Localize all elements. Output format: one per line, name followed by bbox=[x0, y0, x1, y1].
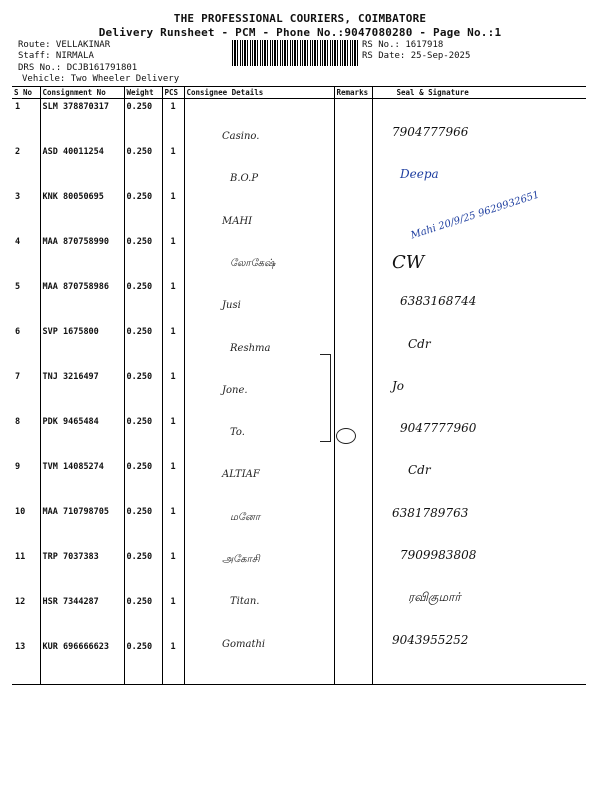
consignee-name-handwritten: Jusi bbox=[222, 300, 241, 312]
cell-remarks bbox=[334, 504, 372, 549]
cell-weight: 0.250 bbox=[124, 549, 162, 594]
signature-handwritten: 6383168744 bbox=[400, 294, 477, 309]
rs-date: RS Date: 25-Sep-2025 bbox=[362, 51, 471, 61]
cell-sno: 13 bbox=[12, 639, 40, 685]
cell-weight: 0.250 bbox=[124, 234, 162, 279]
stamp-mark bbox=[336, 428, 356, 444]
cell-signature bbox=[372, 459, 586, 504]
cell-consignment-no: HSR 7344287 bbox=[40, 594, 124, 639]
cell-sno: 4 bbox=[15, 237, 21, 247]
col-header-pcs: PCS bbox=[162, 87, 184, 99]
col-header-signature: Seal & Signature bbox=[372, 87, 586, 99]
cell-pcs: 1 bbox=[162, 594, 184, 639]
table-row bbox=[12, 459, 586, 504]
cell-consignment-no: SLM 378870317 bbox=[40, 99, 124, 145]
consignee-name-handwritten: ALTIAF bbox=[222, 469, 260, 481]
cell-sno: 11 bbox=[15, 552, 26, 562]
consignee-name-handwritten: Reshma bbox=[230, 342, 271, 354]
cell-consignment-no: MAA 870758990 bbox=[40, 234, 124, 279]
cell-pcs: 1 bbox=[162, 144, 184, 189]
cell-sno: 1 bbox=[15, 102, 21, 112]
cell-weight: 0.250 bbox=[124, 459, 162, 504]
cell-consignment-no: PDK 9465484 bbox=[40, 414, 124, 459]
consignee-name-handwritten: Casino. bbox=[222, 131, 260, 142]
table-row bbox=[12, 324, 586, 369]
cell-sno: 6 bbox=[15, 327, 21, 337]
col-header-consignment: Consignment No bbox=[40, 87, 124, 99]
cell-signature bbox=[372, 369, 586, 414]
col-header-consignee: Consignee Details bbox=[184, 87, 334, 99]
signature-handwritten: ரவிகுமார் bbox=[408, 590, 461, 605]
cell-weight: 0.250 bbox=[124, 324, 162, 369]
cell-pcs: 1 bbox=[162, 369, 184, 414]
cell-pcs: 1 bbox=[162, 459, 184, 504]
cell-pcs: 1 bbox=[162, 234, 184, 279]
cell-signature bbox=[372, 324, 586, 369]
cell-remarks bbox=[334, 369, 372, 414]
cell-remarks bbox=[334, 324, 372, 369]
signature-handwritten: Deepa bbox=[400, 167, 439, 182]
cell-consignee bbox=[184, 234, 334, 279]
cell-sno: 7 bbox=[15, 372, 21, 382]
table-row bbox=[12, 369, 586, 414]
col-header-remarks: Remarks bbox=[334, 87, 372, 99]
signature-handwritten: 7909983808 bbox=[400, 548, 477, 562]
cell-remarks bbox=[334, 144, 372, 189]
consignee-name-handwritten: To. bbox=[230, 427, 245, 439]
cell-pcs: 1 bbox=[162, 99, 184, 145]
cell-consignment-no: TVM 14085274 bbox=[40, 459, 124, 504]
signature-handwritten: Cdr bbox=[408, 336, 431, 351]
cell-weight: 0.250 bbox=[124, 414, 162, 459]
cell-consignment-no: SVP 1675800 bbox=[40, 324, 124, 369]
table-row bbox=[12, 594, 586, 639]
cell-remarks bbox=[334, 639, 372, 685]
cell-remarks bbox=[334, 99, 372, 145]
cell-sno: 9 bbox=[15, 462, 21, 472]
col-header-weight: Weight bbox=[124, 87, 162, 99]
cell-consignment-no: KNK 80050695 bbox=[40, 189, 124, 234]
handwritten-bracket bbox=[320, 354, 331, 442]
cell-consignee bbox=[184, 414, 334, 459]
cell-remarks bbox=[334, 594, 372, 639]
consignee-name-handwritten: Jone. bbox=[222, 384, 248, 396]
signature-handwritten: Cdr bbox=[408, 463, 431, 478]
cell-remarks bbox=[334, 234, 372, 279]
signature-handwritten: CW bbox=[392, 251, 425, 273]
cell-weight: 0.250 bbox=[124, 594, 162, 639]
rs-number: RS No.: 1617918 bbox=[362, 40, 444, 50]
cell-consignee bbox=[184, 369, 334, 414]
cell-pcs: 1 bbox=[162, 324, 184, 369]
cell-pcs: 1 bbox=[162, 279, 184, 324]
runsheet-table bbox=[12, 86, 586, 685]
cell-pcs: 1 bbox=[162, 414, 184, 459]
table-row bbox=[12, 549, 586, 594]
cell-weight: 0.250 bbox=[124, 99, 162, 145]
table-header-row bbox=[12, 87, 586, 99]
table-row bbox=[12, 504, 586, 549]
consignee-name-handwritten: MAHI bbox=[222, 215, 253, 227]
cell-sno: 3 bbox=[15, 192, 21, 202]
cell-consignee bbox=[184, 189, 334, 234]
vehicle-label: Vehicle: Two Wheeler Delivery bbox=[22, 74, 180, 84]
cell-weight: 0.250 bbox=[124, 639, 162, 685]
cell-consignment-no: TNJ 3216497 bbox=[40, 369, 124, 414]
consignee-name-handwritten: மனோ bbox=[230, 511, 261, 523]
route-label: Route: VELLAKINAR bbox=[18, 40, 111, 50]
drs-number: DRS No.: DCJB161791801 bbox=[18, 63, 138, 73]
cell-remarks bbox=[334, 189, 372, 234]
table-row bbox=[12, 639, 586, 685]
cell-pcs: 1 bbox=[162, 504, 184, 549]
cell-weight: 0.250 bbox=[124, 144, 162, 189]
barcode-image bbox=[232, 40, 358, 66]
cell-pcs: 1 bbox=[162, 639, 184, 685]
cell-consignment-no: ASD 40011254 bbox=[40, 144, 124, 189]
cell-weight: 0.250 bbox=[124, 279, 162, 324]
cell-consignee bbox=[184, 279, 334, 324]
cell-consignment-no: TRP 7037383 bbox=[40, 549, 124, 594]
consignee-name-handwritten: லோகேஷ் bbox=[230, 257, 276, 269]
consignee-name-handwritten: Gomathi bbox=[222, 638, 266, 650]
cell-weight: 0.250 bbox=[124, 369, 162, 414]
consignee-name-handwritten: அகோசி bbox=[222, 554, 260, 565]
cell-remarks bbox=[334, 549, 372, 594]
cell-sno: 10 bbox=[15, 507, 26, 517]
cell-weight: 0.250 bbox=[124, 504, 162, 549]
cell-sno: 5 bbox=[15, 282, 21, 292]
cell-consignee bbox=[184, 144, 334, 189]
table-row bbox=[12, 144, 586, 189]
cell-pcs: 1 bbox=[162, 189, 184, 234]
table-row bbox=[12, 234, 586, 279]
table-row bbox=[12, 279, 586, 324]
col-header-sno: S No bbox=[12, 87, 40, 99]
table-row bbox=[12, 99, 586, 145]
cell-remarks bbox=[334, 459, 372, 504]
cell-remarks bbox=[334, 279, 372, 324]
cell-consignment-no: MAA 710798705 bbox=[40, 504, 124, 549]
staff-label: Staff: NIRMALA bbox=[18, 51, 94, 61]
consignee-name-handwritten: Titan. bbox=[230, 596, 260, 608]
cell-weight: 0.250 bbox=[124, 189, 162, 234]
company-title: THE PROFESSIONAL COURIERS, COIMBATORE bbox=[173, 12, 427, 25]
cell-sno: 12 bbox=[15, 597, 26, 607]
cell-consignment-no: KUR 696666623 bbox=[40, 639, 124, 685]
table-row bbox=[12, 414, 586, 459]
cell-pcs: 1 bbox=[162, 549, 184, 594]
cell-sno: 2 bbox=[15, 147, 21, 157]
signature-handwritten: 9043955252 bbox=[392, 632, 469, 647]
cell-consignee bbox=[184, 459, 334, 504]
cell-consignment-no: MAA 870758986 bbox=[40, 279, 124, 324]
signature-handwritten: 6381789763 bbox=[392, 505, 469, 520]
signature-handwritten: Jo bbox=[392, 378, 405, 393]
signature-handwritten: 9047777960 bbox=[400, 421, 477, 436]
signature-handwritten: Mahi 20/9/25 9629932651 bbox=[409, 189, 541, 242]
signature-handwritten: 7904777966 bbox=[392, 125, 469, 139]
runsheet-subtitle: Delivery Runsheet - PCM - Phone No.:9047080280 - Page No.:1 bbox=[98, 26, 502, 39]
cell-sno: 8 bbox=[15, 417, 21, 427]
consignee-name-handwritten: B.O.P bbox=[230, 173, 259, 185]
